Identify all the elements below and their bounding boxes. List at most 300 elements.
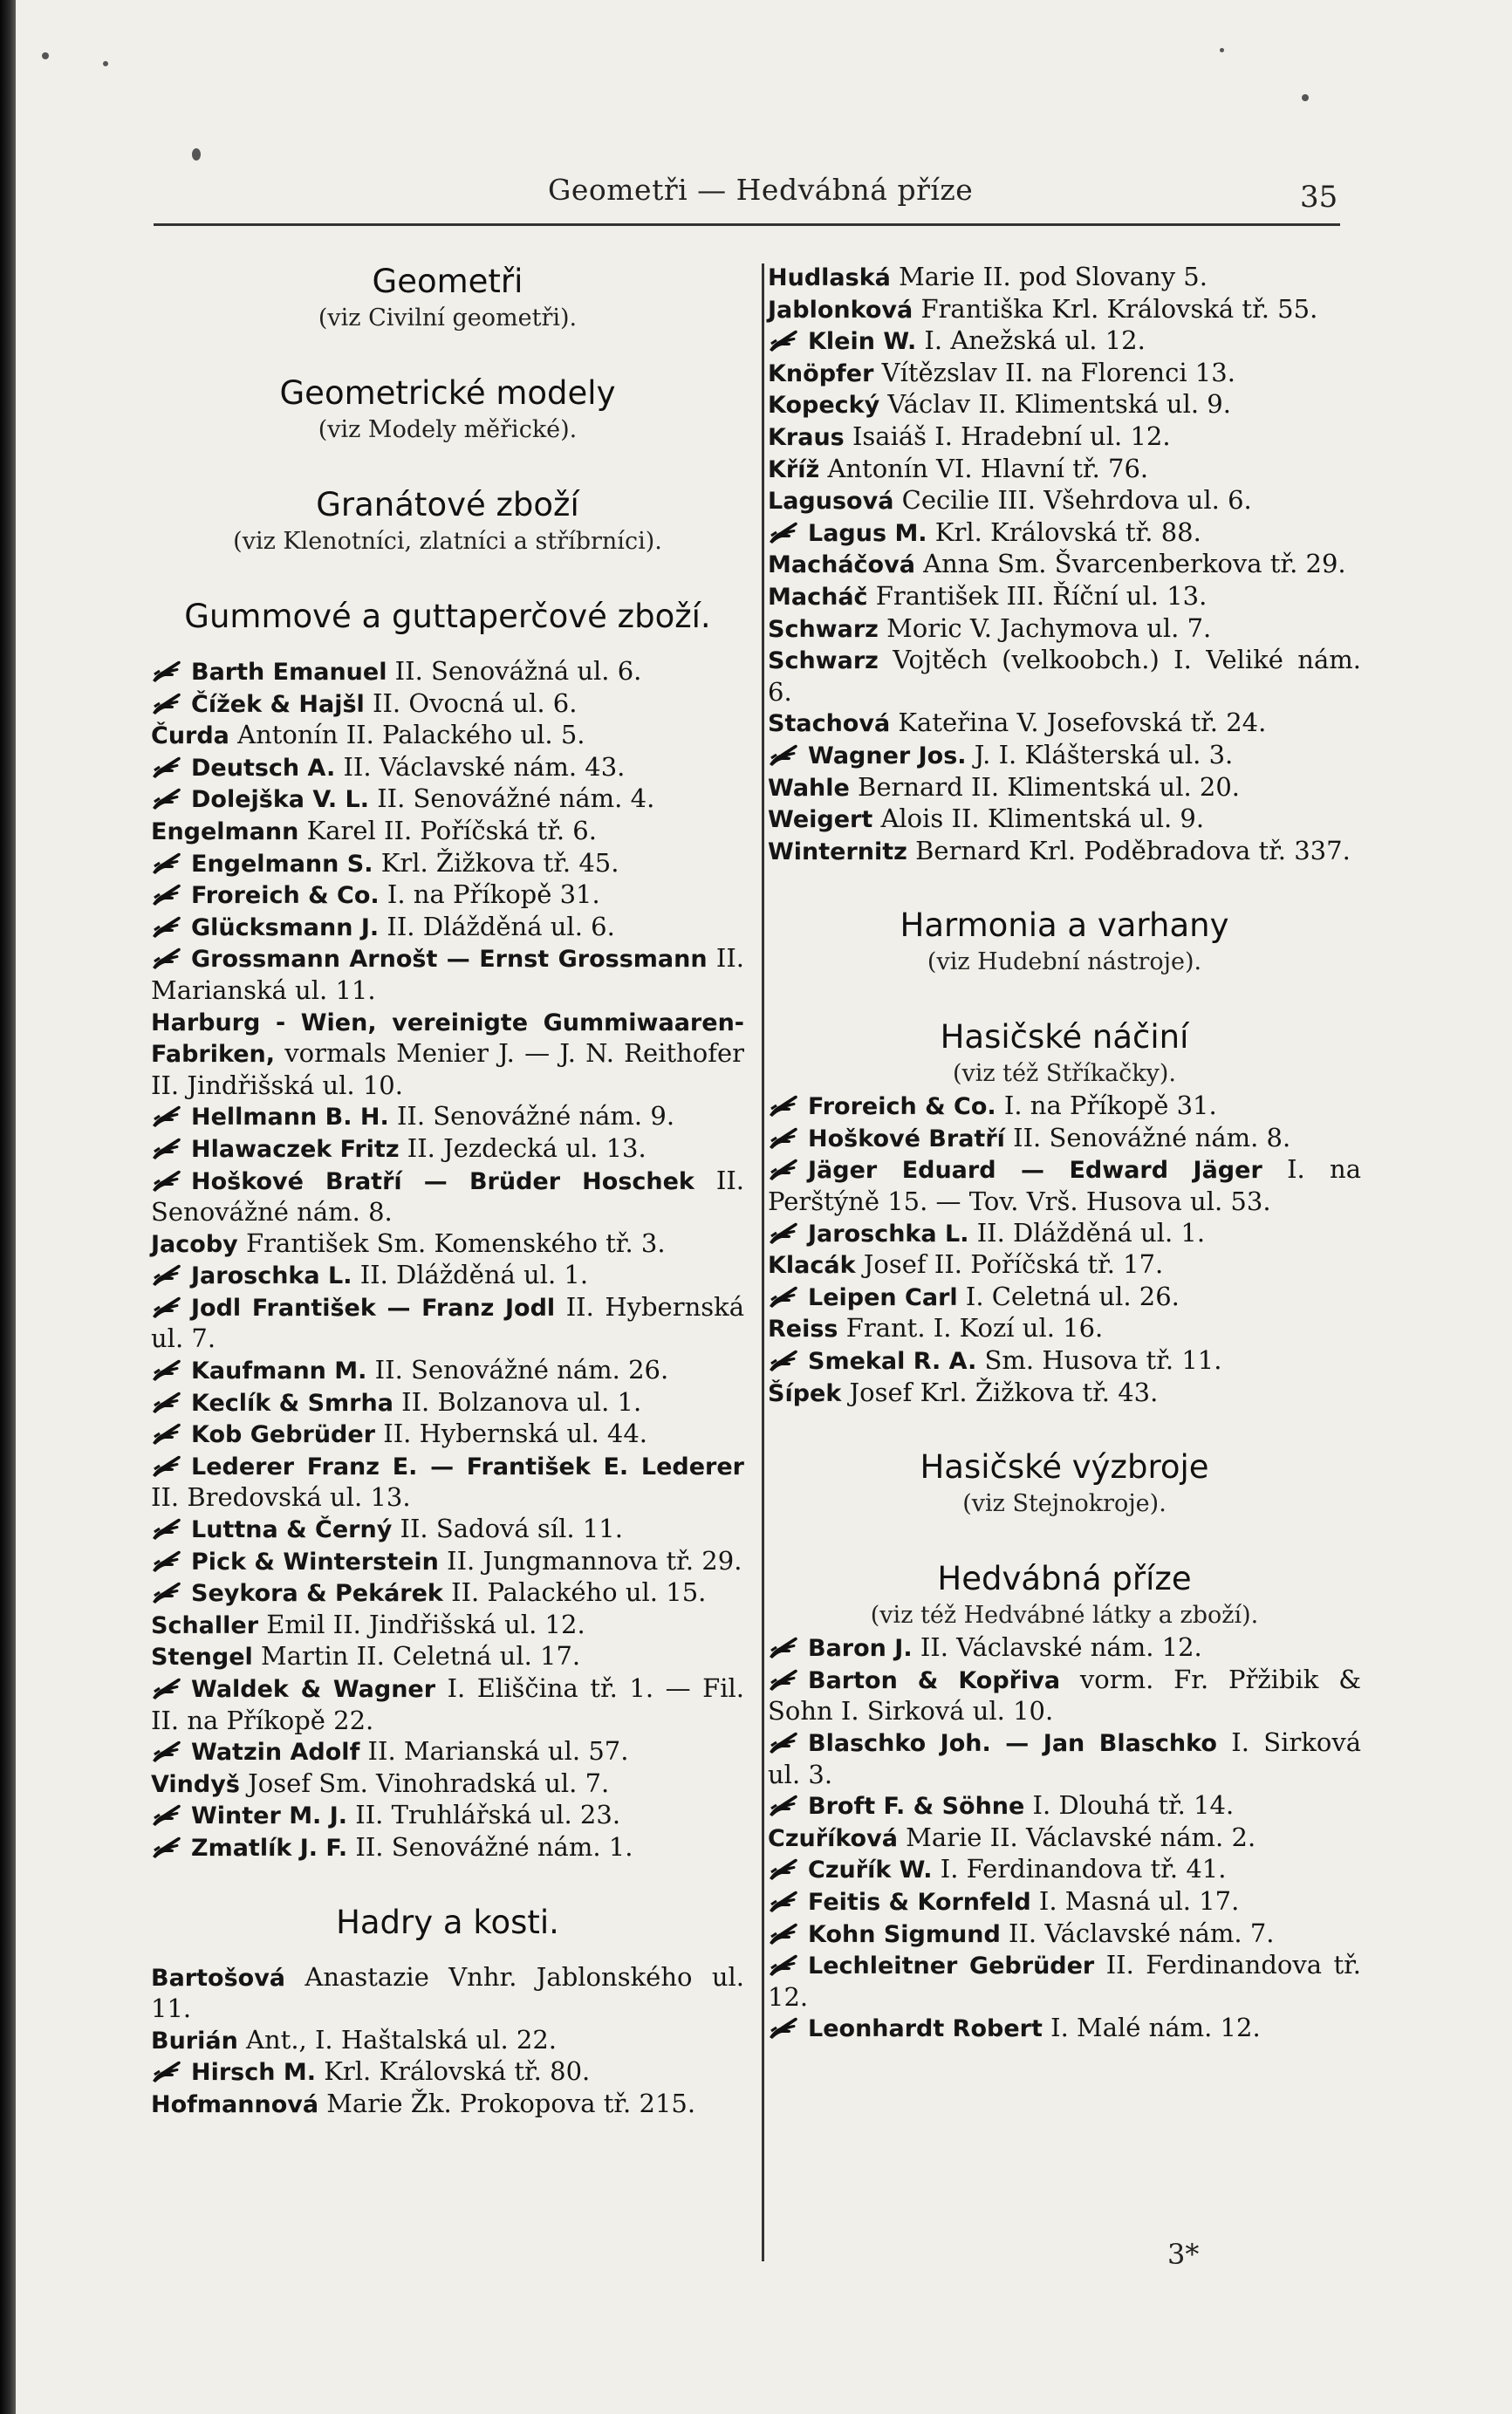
entry-name: Šípek bbox=[768, 1379, 842, 1407]
entry-name: Kopecký bbox=[768, 392, 880, 420]
scan-dark-edge bbox=[0, 0, 16, 2414]
pointing-hand-icon bbox=[768, 2015, 801, 2040]
entry-address: Emil II. Jindřišská ul. 12. bbox=[266, 1609, 585, 1639]
pointing-hand-icon bbox=[768, 1921, 801, 1946]
entry-list bbox=[768, 1632, 1361, 2045]
entry-address: Marie Žk. Prokopova tř. 215. bbox=[326, 2088, 696, 2118]
scan-speck bbox=[1220, 48, 1224, 52]
entry-address: Františka Krl. Královská tř. 55. bbox=[920, 293, 1318, 324]
pointing-hand-icon bbox=[768, 1635, 801, 1659]
entry-address: Josef Sm. Vinohradská ul. 7. bbox=[248, 1768, 610, 1798]
entry-name: Czuříková bbox=[768, 1824, 898, 1852]
entry-name: Feitis & Kornfeld bbox=[808, 1888, 1031, 1916]
directory-entry bbox=[768, 517, 1361, 550]
directory-entry bbox=[151, 1800, 744, 1832]
pointing-hand-icon bbox=[768, 1221, 801, 1245]
pointing-hand-icon bbox=[768, 1730, 801, 1754]
directory-entry bbox=[151, 720, 744, 752]
directory-entry bbox=[151, 912, 744, 944]
entry-list bbox=[151, 1962, 744, 2121]
directory-entry bbox=[768, 645, 1361, 708]
directory-entry bbox=[768, 1886, 1361, 1918]
entry-name: Zmatlík J. F. bbox=[191, 1834, 348, 1862]
entry-address: Josef Krl. Žižkova tř. 43. bbox=[849, 1377, 1159, 1407]
entry-name: Čížek & Hajšl bbox=[191, 690, 365, 718]
entry-name: Kohn Sigmund bbox=[808, 1920, 1001, 1948]
section-title: Gummové a guttaperčové zboží. bbox=[184, 598, 711, 635]
section-note: (viz též Hedvábné látky a zboží). bbox=[870, 1602, 1259, 1630]
entry-address: Vojtěch (velkoobch.) I. Veliké nám. 6. bbox=[768, 645, 1361, 707]
entry-address: I. na Příkopě 31. bbox=[387, 879, 600, 910]
pointing-hand-icon bbox=[151, 1357, 184, 1382]
pointing-hand-glyph bbox=[151, 1390, 184, 1414]
entry-address: Anna Sm. Švarcenberkova tř. 29. bbox=[923, 549, 1346, 579]
entry-name: Hoškové Bratří — Brüder Hoschek bbox=[191, 1167, 694, 1195]
directory-entry bbox=[768, 1822, 1361, 1855]
pointing-hand-icon bbox=[151, 691, 184, 715]
pointing-hand-icon bbox=[768, 1348, 801, 1372]
directory-entry bbox=[768, 389, 1361, 421]
entry-name: Froreich & Co. bbox=[808, 1093, 996, 1121]
signature-mark: 3* bbox=[1167, 2238, 1200, 2271]
section-title: Hasičské náčiní bbox=[940, 1018, 1189, 1057]
pointing-hand-icon bbox=[151, 1516, 184, 1541]
entry-address: Isaiáš I. Hradební ul. 12. bbox=[852, 421, 1171, 451]
entry-name: Hoškové Bratří bbox=[808, 1125, 1005, 1152]
entry-name: Deutsch A. bbox=[191, 754, 336, 782]
entry-address: II. Dlážděná ul. 1. bbox=[976, 1217, 1206, 1248]
column-divider bbox=[762, 263, 764, 2261]
entry-name: Macháč bbox=[768, 583, 868, 611]
entry-name: Engelmann bbox=[151, 817, 299, 845]
entry-address: Cecilie III. Všehrdova ul. 6. bbox=[901, 485, 1252, 516]
directory-entry bbox=[768, 485, 1361, 517]
pointing-hand-icon bbox=[151, 1549, 184, 1573]
entry-name: Blaschko Joh. — Jan Blaschko bbox=[808, 1730, 1217, 1757]
directory-entry bbox=[768, 613, 1361, 646]
entry-address: Vítězslav II. na Florenci 13. bbox=[881, 357, 1235, 387]
directory-entry bbox=[151, 1419, 744, 1451]
pointing-hand-glyph bbox=[151, 1549, 184, 1573]
pointing-hand-icon bbox=[151, 882, 184, 906]
entry-address: II. Senovážná ul. 6. bbox=[394, 656, 642, 686]
pointing-hand-icon bbox=[151, 1580, 184, 1604]
entry-address: II. Bredovská ul. 13. bbox=[151, 1482, 411, 1513]
directory-page bbox=[16, 0, 1512, 2414]
directory-entry bbox=[768, 421, 1361, 454]
entry-name: Broft F. & Söhne bbox=[808, 1793, 1025, 1821]
entry-name: Schwarz bbox=[768, 615, 879, 643]
pointing-hand-glyph bbox=[768, 1667, 801, 1692]
pointing-hand-glyph bbox=[768, 328, 801, 352]
directory-entry bbox=[768, 772, 1361, 804]
entry-name: Lagus M. bbox=[808, 519, 927, 547]
pointing-hand-icon bbox=[151, 914, 184, 939]
pointing-hand-icon bbox=[151, 1739, 184, 1763]
entry-address: Antonín VI. Hlavní tř. 76. bbox=[827, 453, 1149, 483]
directory-entry bbox=[151, 943, 744, 1006]
entry-name: Jodl František — Franz Jodl bbox=[191, 1294, 556, 1322]
pointing-hand-glyph bbox=[151, 1676, 184, 1700]
entry-name: Hlawaczek Fritz bbox=[191, 1135, 400, 1163]
pointing-hand-glyph bbox=[768, 1157, 801, 1181]
pointing-hand-glyph bbox=[151, 1136, 184, 1160]
entry-address: I. na Příkopě 31. bbox=[1003, 1091, 1217, 1121]
directory-entry bbox=[151, 1641, 744, 1673]
pointing-hand-icon bbox=[151, 851, 184, 875]
directory-entry bbox=[151, 1546, 744, 1578]
entry-name: Jablonková bbox=[768, 296, 913, 324]
directory-entry bbox=[151, 752, 744, 784]
pointing-hand-icon bbox=[768, 1284, 801, 1309]
directory-entry bbox=[151, 1260, 744, 1292]
directory-entry bbox=[151, 1736, 744, 1768]
entry-address: Marie II. pod Slovany 5. bbox=[899, 262, 1208, 291]
pointing-hand-glyph bbox=[768, 1221, 801, 1245]
entry-address: II. Bolzanova ul. 1. bbox=[401, 1386, 642, 1417]
entry-address: Anastazie Vnhr. Jablonského ul. 11. bbox=[151, 1961, 744, 2024]
entry-name: Burián bbox=[151, 2027, 238, 2055]
entry-name: Wagner Jos. bbox=[808, 742, 967, 769]
entry-address: II. Marianská ul. 11. bbox=[151, 943, 745, 1005]
pointing-hand-glyph bbox=[768, 1793, 801, 1817]
pointing-hand-glyph bbox=[151, 1421, 184, 1446]
directory-entry bbox=[768, 1218, 1361, 1250]
entry-address: Frant. I. Kozí ul. 16. bbox=[845, 1313, 1104, 1344]
pointing-hand-icon bbox=[151, 946, 184, 970]
directory-entry bbox=[151, 1832, 744, 1864]
directory-entry bbox=[151, 2025, 744, 2057]
directory-entry bbox=[151, 783, 744, 816]
pointing-hand-glyph bbox=[768, 742, 801, 767]
entry-name: Bartošová bbox=[151, 1964, 286, 1992]
entry-name: Schaller bbox=[151, 1611, 259, 1639]
entry-address: II. Hybernská ul. 44. bbox=[383, 1419, 648, 1449]
pointing-hand-glyph bbox=[768, 2015, 801, 2040]
pointing-hand-icon bbox=[151, 1390, 184, 1414]
entry-address: II. Senovážné nám. 26. bbox=[374, 1355, 669, 1385]
entry-address: I. Masná ul. 17. bbox=[1038, 1885, 1240, 1916]
pointing-hand-icon bbox=[768, 1667, 801, 1692]
entry-name: Kříž bbox=[768, 455, 820, 483]
section-note: (viz Stejnokroje). bbox=[962, 1490, 1166, 1518]
running-head bbox=[16, 173, 1512, 216]
pointing-hand-glyph bbox=[151, 1104, 184, 1128]
directory-entry bbox=[768, 1790, 1361, 1822]
pointing-hand-glyph bbox=[768, 1093, 801, 1118]
entry-name: Kob Gebrüder bbox=[191, 1421, 376, 1449]
section-title: Hedvábná příze bbox=[937, 1560, 1192, 1598]
entry-name: Schwarz bbox=[768, 647, 879, 675]
scan-speck bbox=[103, 61, 108, 66]
entry-name: Engelmann S. bbox=[191, 850, 373, 878]
entry-address: II. Hybernská ul. 7. bbox=[151, 1291, 745, 1354]
pointing-hand-glyph bbox=[151, 914, 184, 939]
pointing-hand-icon bbox=[151, 1262, 184, 1287]
entry-address: I. Anežská ul. 12. bbox=[924, 325, 1146, 356]
pointing-hand-glyph bbox=[151, 691, 184, 715]
entry-name: Czuřík W. bbox=[808, 1857, 933, 1884]
pointing-hand-glyph bbox=[768, 1125, 801, 1150]
pointing-hand-icon bbox=[768, 742, 801, 767]
entry-name: Winternitz bbox=[768, 838, 907, 865]
section-title: Hadry a kosti. bbox=[336, 1903, 559, 1941]
entry-address: II. Václavské nám. 12. bbox=[920, 1632, 1202, 1663]
entry-list bbox=[768, 1091, 1361, 1409]
section-title: Harmonia a varhany bbox=[900, 906, 1229, 945]
entry-name: Pick & Winterstein bbox=[191, 1548, 439, 1576]
directory-entry bbox=[768, 549, 1361, 581]
entry-name: Macháčová bbox=[768, 551, 915, 579]
entry-name: Jacoby bbox=[151, 1230, 238, 1258]
entry-name: Glücksmann J. bbox=[191, 913, 380, 941]
directory-entry bbox=[151, 1673, 744, 1736]
entry-address: Krl. Královská tř. 88. bbox=[934, 516, 1201, 547]
directory-entry bbox=[151, 879, 744, 912]
pointing-hand-glyph bbox=[151, 659, 184, 683]
directory-entry bbox=[151, 1007, 744, 1102]
pointing-hand-glyph bbox=[151, 2059, 184, 2083]
entry-name: Jaroschka L. bbox=[808, 1220, 969, 1248]
section-title: Hasičské výzbroje bbox=[920, 1448, 1209, 1487]
directory-entry bbox=[768, 2013, 1361, 2045]
entry-address: František III. Říční ul. 13. bbox=[875, 580, 1208, 611]
scan-speck bbox=[1302, 94, 1309, 101]
directory-entry bbox=[151, 688, 744, 721]
pointing-hand-icon bbox=[768, 1125, 801, 1150]
directory-entry bbox=[768, 1313, 1361, 1345]
right-column bbox=[768, 262, 1361, 2045]
entry-address: II. Palackého ul. 15. bbox=[451, 1577, 707, 1608]
entry-address: Krl. Královská tř. 80. bbox=[324, 2056, 591, 2087]
directory-entry bbox=[151, 1451, 744, 1514]
entry-name: Luttna & Černý bbox=[191, 1516, 393, 1544]
entry-address: I. Eliščina tř. 1. — Fil. II. na Příkopě 22. bbox=[151, 1673, 744, 1735]
entry-name: Jaroschka L. bbox=[191, 1262, 352, 1290]
pointing-hand-glyph bbox=[151, 1516, 184, 1541]
directory-entry bbox=[151, 1577, 744, 1610]
pointing-hand-icon bbox=[768, 1952, 801, 1977]
directory-entry bbox=[151, 1514, 744, 1546]
pointing-hand-icon bbox=[151, 1104, 184, 1128]
pointing-hand-icon bbox=[768, 1793, 801, 1817]
directory-entry bbox=[151, 1387, 744, 1419]
entry-name: Stengel bbox=[151, 1644, 253, 1672]
entry-name: Hofmannová bbox=[151, 2090, 319, 2118]
pointing-hand-glyph bbox=[151, 946, 184, 970]
pointing-hand-glyph bbox=[768, 1284, 801, 1309]
pointing-hand-icon bbox=[151, 1295, 184, 1319]
scan-speck bbox=[42, 52, 49, 59]
directory-entry bbox=[768, 1154, 1361, 1217]
entry-address: II. Senovážné nám. 9. bbox=[396, 1101, 675, 1132]
pointing-hand-glyph bbox=[768, 1348, 801, 1372]
pointing-hand-glyph bbox=[151, 1580, 184, 1604]
directory-entry bbox=[768, 836, 1361, 868]
pointing-hand-glyph bbox=[768, 1635, 801, 1659]
directory-entry bbox=[151, 1101, 744, 1133]
pointing-hand-icon bbox=[768, 1157, 801, 1181]
entry-name: Lagusová bbox=[768, 488, 894, 516]
section-title: Geometři bbox=[372, 263, 523, 300]
directory-entry bbox=[151, 656, 744, 688]
entry-name: Dolejška V. L. bbox=[191, 786, 369, 814]
entry-name: Vindyš bbox=[151, 1770, 240, 1798]
entry-address: Bernard Krl. Poděbradova tř. 337. bbox=[915, 835, 1351, 865]
directory-entry bbox=[768, 1345, 1361, 1378]
entry-address: II. Truhlářská ul. 23. bbox=[355, 1800, 621, 1830]
entry-name: Weigert bbox=[768, 806, 873, 834]
directory-entry bbox=[768, 1091, 1361, 1123]
running-title: Geometři — Hedvábná příze bbox=[548, 173, 974, 207]
entry-name: Hudlaská bbox=[768, 264, 891, 291]
entry-name: Waldek & Wagner bbox=[191, 1676, 436, 1703]
entry-name: Knöpfer bbox=[768, 359, 874, 387]
pointing-hand-glyph bbox=[151, 1453, 184, 1478]
entry-address: II. Dlážděná ul. 1. bbox=[359, 1260, 589, 1290]
entry-list bbox=[768, 262, 1361, 867]
entry-address: Ant., I. Haštalská ul. 22. bbox=[246, 2024, 558, 2055]
entry-name: Čurda bbox=[151, 722, 229, 750]
directory-entry bbox=[151, 1228, 744, 1261]
entry-name: Barton & Kopřiva bbox=[808, 1666, 1061, 1694]
pointing-hand-glyph bbox=[768, 1952, 801, 1977]
directory-entry bbox=[768, 1950, 1361, 2013]
pointing-hand-icon bbox=[768, 328, 801, 352]
entry-address: II. Václavské nám. 7. bbox=[1009, 1918, 1275, 1948]
pointing-hand-icon bbox=[151, 755, 184, 779]
pointing-hand-glyph bbox=[151, 1357, 184, 1382]
scan-speck bbox=[192, 148, 201, 161]
entry-address: II. Senovážné nám. 4. bbox=[377, 783, 655, 814]
pointing-hand-glyph bbox=[151, 882, 184, 906]
directory-entry bbox=[151, 1610, 744, 1642]
directory-entry bbox=[768, 1123, 1361, 1155]
pointing-hand-glyph bbox=[151, 1835, 184, 1859]
entry-name: Stachová bbox=[768, 710, 891, 738]
entry-address: II. Senovážné nám. 8. bbox=[1013, 1122, 1291, 1152]
entry-name: Kaufmann M. bbox=[191, 1357, 367, 1385]
pointing-hand-glyph bbox=[768, 1889, 801, 1913]
directory-entry bbox=[151, 2089, 744, 2121]
entry-name: Hellmann B. H. bbox=[191, 1104, 389, 1132]
pointing-hand-glyph bbox=[151, 786, 184, 810]
entry-name: Lechleitner Gebrüder bbox=[808, 1952, 1095, 1980]
pointing-hand-glyph bbox=[768, 1857, 801, 1881]
pointing-hand-icon bbox=[151, 1421, 184, 1446]
entry-address: I. Malé nám. 12. bbox=[1050, 2013, 1261, 2043]
directory-entry bbox=[768, 581, 1361, 613]
entry-name: Barth Emanuel bbox=[191, 659, 387, 686]
directory-entry bbox=[768, 262, 1361, 294]
entry-address: Martin II. Celetná ul. 17. bbox=[261, 1641, 581, 1672]
entry-name: Reiss bbox=[768, 1316, 838, 1344]
entry-name: Harburg - Wien, vereinigte Gummiwaaren-Fabriken, bbox=[151, 1009, 744, 1069]
directory-entry bbox=[768, 708, 1361, 740]
entry-address: II. Senovážné nám. 1. bbox=[355, 1831, 633, 1862]
entry-address: I. na Perštýně 15. — Tov. Vrš. Husova ul. 53. bbox=[768, 1154, 1361, 1217]
pointing-hand-icon bbox=[151, 786, 184, 810]
entry-list bbox=[151, 656, 744, 1864]
section-note: (viz Civilní geometři). bbox=[318, 304, 578, 332]
directory-entry bbox=[151, 1355, 744, 1387]
entry-address: II. Jungmannova tř. 29. bbox=[447, 1545, 742, 1576]
entry-address: vorm. Fr. Přžibik & Sohn I. Sirková ul. 10. bbox=[768, 1664, 1362, 1727]
entry-name: Leonhardt Robert bbox=[808, 2015, 1043, 2043]
entry-name: Leipen Carl bbox=[808, 1283, 958, 1311]
entry-name: Winter M. J. bbox=[191, 1802, 348, 1830]
entry-address: Bernard II. Klimentská ul. 20. bbox=[858, 771, 1241, 802]
pointing-hand-glyph bbox=[151, 1739, 184, 1763]
entry-address: Antonín II. Palackého ul. 5. bbox=[237, 720, 585, 750]
directory-entry bbox=[151, 1768, 744, 1801]
entry-address: I. Celetná ul. 26. bbox=[965, 1281, 1180, 1311]
entry-address: František Sm. Komenského tř. 3. bbox=[245, 1228, 666, 1258]
directory-entry bbox=[768, 1632, 1361, 1665]
entry-name: Grossmann Arnošt — Ernst Grossmann bbox=[191, 946, 708, 974]
entry-name: Watzin Adolf bbox=[191, 1739, 360, 1767]
pointing-hand-icon bbox=[768, 520, 801, 544]
left-column bbox=[151, 262, 744, 2121]
entry-address: Kateřina V. Josefovská tř. 24. bbox=[898, 708, 1267, 738]
pointing-hand-icon bbox=[768, 1889, 801, 1913]
directory-entry bbox=[151, 1133, 744, 1166]
section-note: (viz Hudební nástroje). bbox=[927, 948, 1202, 976]
entry-name: Kraus bbox=[768, 423, 845, 451]
entry-address: I. Dlouhá tř. 14. bbox=[1032, 1790, 1235, 1821]
entry-name: Hirsch M. bbox=[191, 2059, 316, 2087]
pointing-hand-glyph bbox=[151, 851, 184, 875]
directory-entry bbox=[768, 804, 1361, 836]
entry-address: Václav II. Klimentská ul. 9. bbox=[887, 389, 1231, 420]
section-note: (viz Klenotníci, zlatníci a stříbrníci). bbox=[233, 528, 662, 555]
pointing-hand-icon bbox=[151, 1168, 184, 1193]
entry-address: Krl. Žižkova tř. 45. bbox=[380, 847, 619, 878]
entry-address: II. Marianská ul. 57. bbox=[367, 1736, 629, 1767]
pointing-hand-icon bbox=[151, 1676, 184, 1700]
pointing-hand-glyph bbox=[151, 1802, 184, 1827]
directory-entry bbox=[768, 1918, 1361, 1951]
section-note: (viz též Stříkačky). bbox=[952, 1060, 1177, 1088]
directory-entry bbox=[768, 1665, 1361, 1727]
entry-name: Keclík & Smrha bbox=[191, 1389, 393, 1417]
directory-entry bbox=[768, 294, 1361, 326]
pointing-hand-icon bbox=[151, 1802, 184, 1827]
pointing-hand-glyph bbox=[768, 1730, 801, 1754]
directory-entry bbox=[768, 1249, 1361, 1282]
entry-address: II. Dlážděná ul. 6. bbox=[387, 911, 615, 941]
entry-address: Sm. Husova tř. 11. bbox=[984, 1345, 1222, 1376]
directory-entry bbox=[151, 816, 744, 848]
entry-address: Karel II. Poříčská tř. 6. bbox=[306, 815, 597, 845]
entry-name: Klacák bbox=[768, 1252, 856, 1280]
directory-entry bbox=[151, 1962, 744, 2025]
entry-address: II. Václavské nám. 43. bbox=[343, 751, 626, 782]
section-note: (viz Modely měřické). bbox=[318, 416, 578, 443]
entry-name: Froreich & Co. bbox=[191, 882, 380, 910]
section-title: Granátové zboží bbox=[316, 486, 579, 523]
directory-entry bbox=[768, 1282, 1361, 1314]
entry-name: Seykora & Pekárek bbox=[191, 1580, 443, 1608]
directory-entry bbox=[768, 1727, 1361, 1790]
directory-entry bbox=[768, 454, 1361, 486]
entry-address: II. Ovocná ul. 6. bbox=[373, 687, 578, 718]
pointing-hand-glyph bbox=[151, 1262, 184, 1287]
entry-address: II. Jezdecká ul. 13. bbox=[407, 1132, 647, 1163]
directory-entry bbox=[768, 1854, 1361, 1886]
entry-address: vormals Menier J. — J. N. Reithofer II. Jindřišská ul. 10. bbox=[151, 1038, 744, 1100]
pointing-hand-icon bbox=[151, 659, 184, 683]
